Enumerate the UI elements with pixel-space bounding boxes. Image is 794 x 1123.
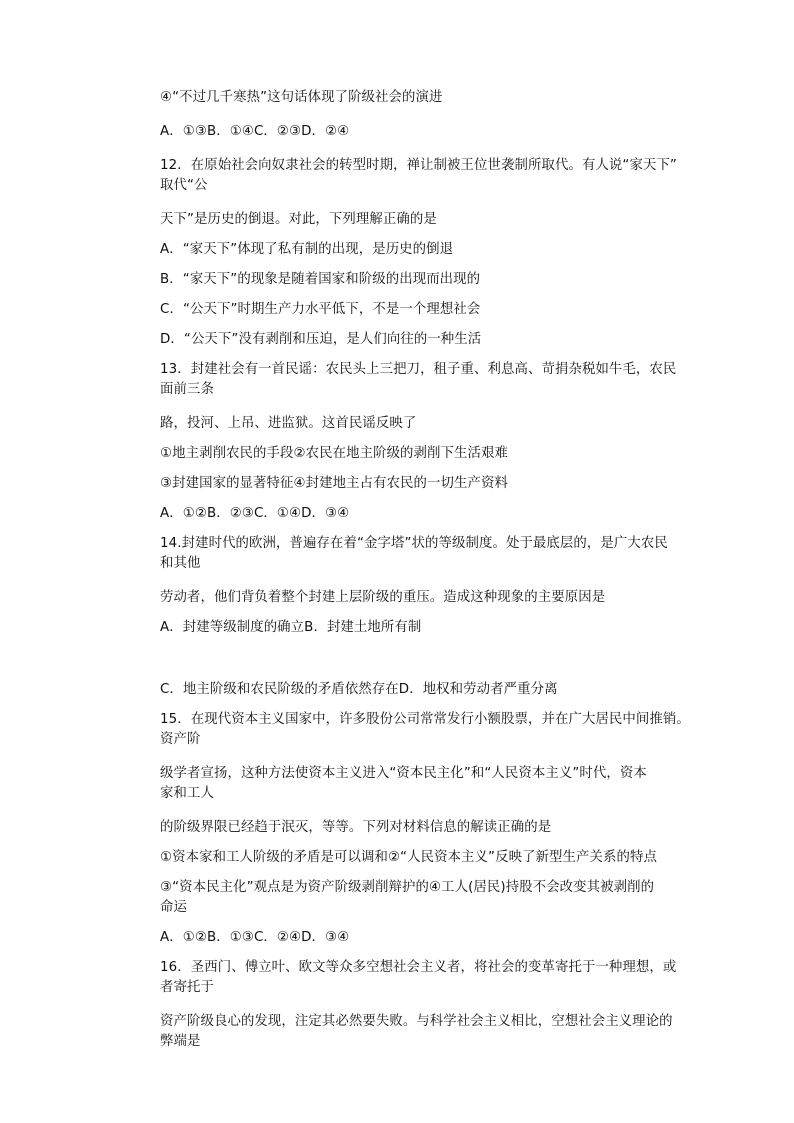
question-14-stem-cont: 劳动者，他们背负着整个封建上层阶级的重压。造成这种现象的主要原因是 xyxy=(160,590,606,605)
answer-options: A．①②B．②③C．①④D．③④ xyxy=(160,506,350,521)
option-a: A．“家天下”体现了私有制的出现，是历史的倒退 xyxy=(160,242,454,257)
question-13-stem-cont: 路，投河、上吊、进监狱。这首民谣反映了 xyxy=(160,416,417,431)
text-line: ④“不过几千寒热”这句话体现了阶级社会的演进 xyxy=(160,90,443,105)
answer-options: A．①③B．①④C．②③D．②④ xyxy=(160,124,350,139)
question-12-stem-wrap: 取代“公 xyxy=(160,178,208,193)
question-12-stem: 12．在原始社会向奴隶社会的转型时期，禅让制被王位世袭制所取代。有人说“家天下” xyxy=(160,158,677,173)
question-12-stem-cont: 天下”是历史的倒退。对此，下列理解正确的是 xyxy=(160,212,437,227)
option-ab: A．封建等级制度的确立B．封建土地所有制 xyxy=(160,620,422,635)
option-cd: C．地主阶级和农民阶级的矛盾依然存在D．地权和劳动者严重分离 xyxy=(160,682,558,697)
question-15-stem: 15．在现代资本主义国家中，许多股份公司常常发行小额股票，并在广大居民中间推销。 xyxy=(160,712,690,727)
option-c: C．“公天下”时期生产力水平低下，不是一个理想社会 xyxy=(160,302,481,317)
statement-line: ①地主剥削农民的手段②农民在地主阶级的剥削下生活艰难 xyxy=(160,446,508,461)
statement-line-wrap: 命运 xyxy=(160,900,187,915)
question-13-stem-wrap: 面前三条 xyxy=(160,382,214,397)
statement-line: ③“资本民主化”观点是为资产阶级剥削辩护的④工人(居民)持股不会改变其被剥削的 xyxy=(160,880,655,895)
question-15-stem-cont: 的阶级界限已经趋于泯灭，等等。下列对材料信息的解读正确的是 xyxy=(160,820,552,835)
question-16-stem-wrap: 弊端是 xyxy=(160,1034,201,1049)
question-14-stem-wrap: 和其他 xyxy=(160,556,201,571)
statement-line: ③封建国家的显著特征④封建地主占有农民的一切生产资料 xyxy=(160,476,508,491)
question-15-stem-wrap: 家和工人 xyxy=(160,786,214,801)
question-16-stem-cont: 资产阶级良心的发现，注定其必然要失败。与科学社会主义相比，空想社会主义理论的 xyxy=(160,1014,673,1029)
option-d: D．“公天下”没有剥削和压迫，是人们向往的一种生活 xyxy=(160,332,482,347)
question-13-stem: 13．封建社会有一首民谣：农民头上三把刀，租子重、利息高、苛捐杂税如牛毛，农民 xyxy=(160,362,677,377)
document-page xyxy=(160,88,700,1052)
question-14-stem: 14.封建时代的欧洲，普遍存在着“金字塔”状的等级制度。处于最底层的，是广大农民 xyxy=(160,536,668,551)
question-16-stem-wrap: 者寄托于 xyxy=(160,980,214,995)
question-16-stem: 16．圣西门、傅立叶、欧文等众多空想社会主义者，将社会的变革寄托于一种理想，或 xyxy=(160,960,677,975)
question-15-stem-wrap: 资产阶 xyxy=(160,732,201,747)
answer-options: A．①②B．①③C．②④D．③④ xyxy=(160,930,350,945)
question-15-stem-cont: 级学者宣扬，这种方法使资本主义进入“资本民主化”和“人民资本主义”时代，资本 xyxy=(160,766,647,781)
option-b: B．“家天下”的现象是随着国家和阶级的出现而出现的 xyxy=(160,272,481,287)
statement-line: ①资本家和工人阶级的矛盾是可以调和②“人民资本主义”反映了新型生产关系的特点 xyxy=(160,850,657,865)
